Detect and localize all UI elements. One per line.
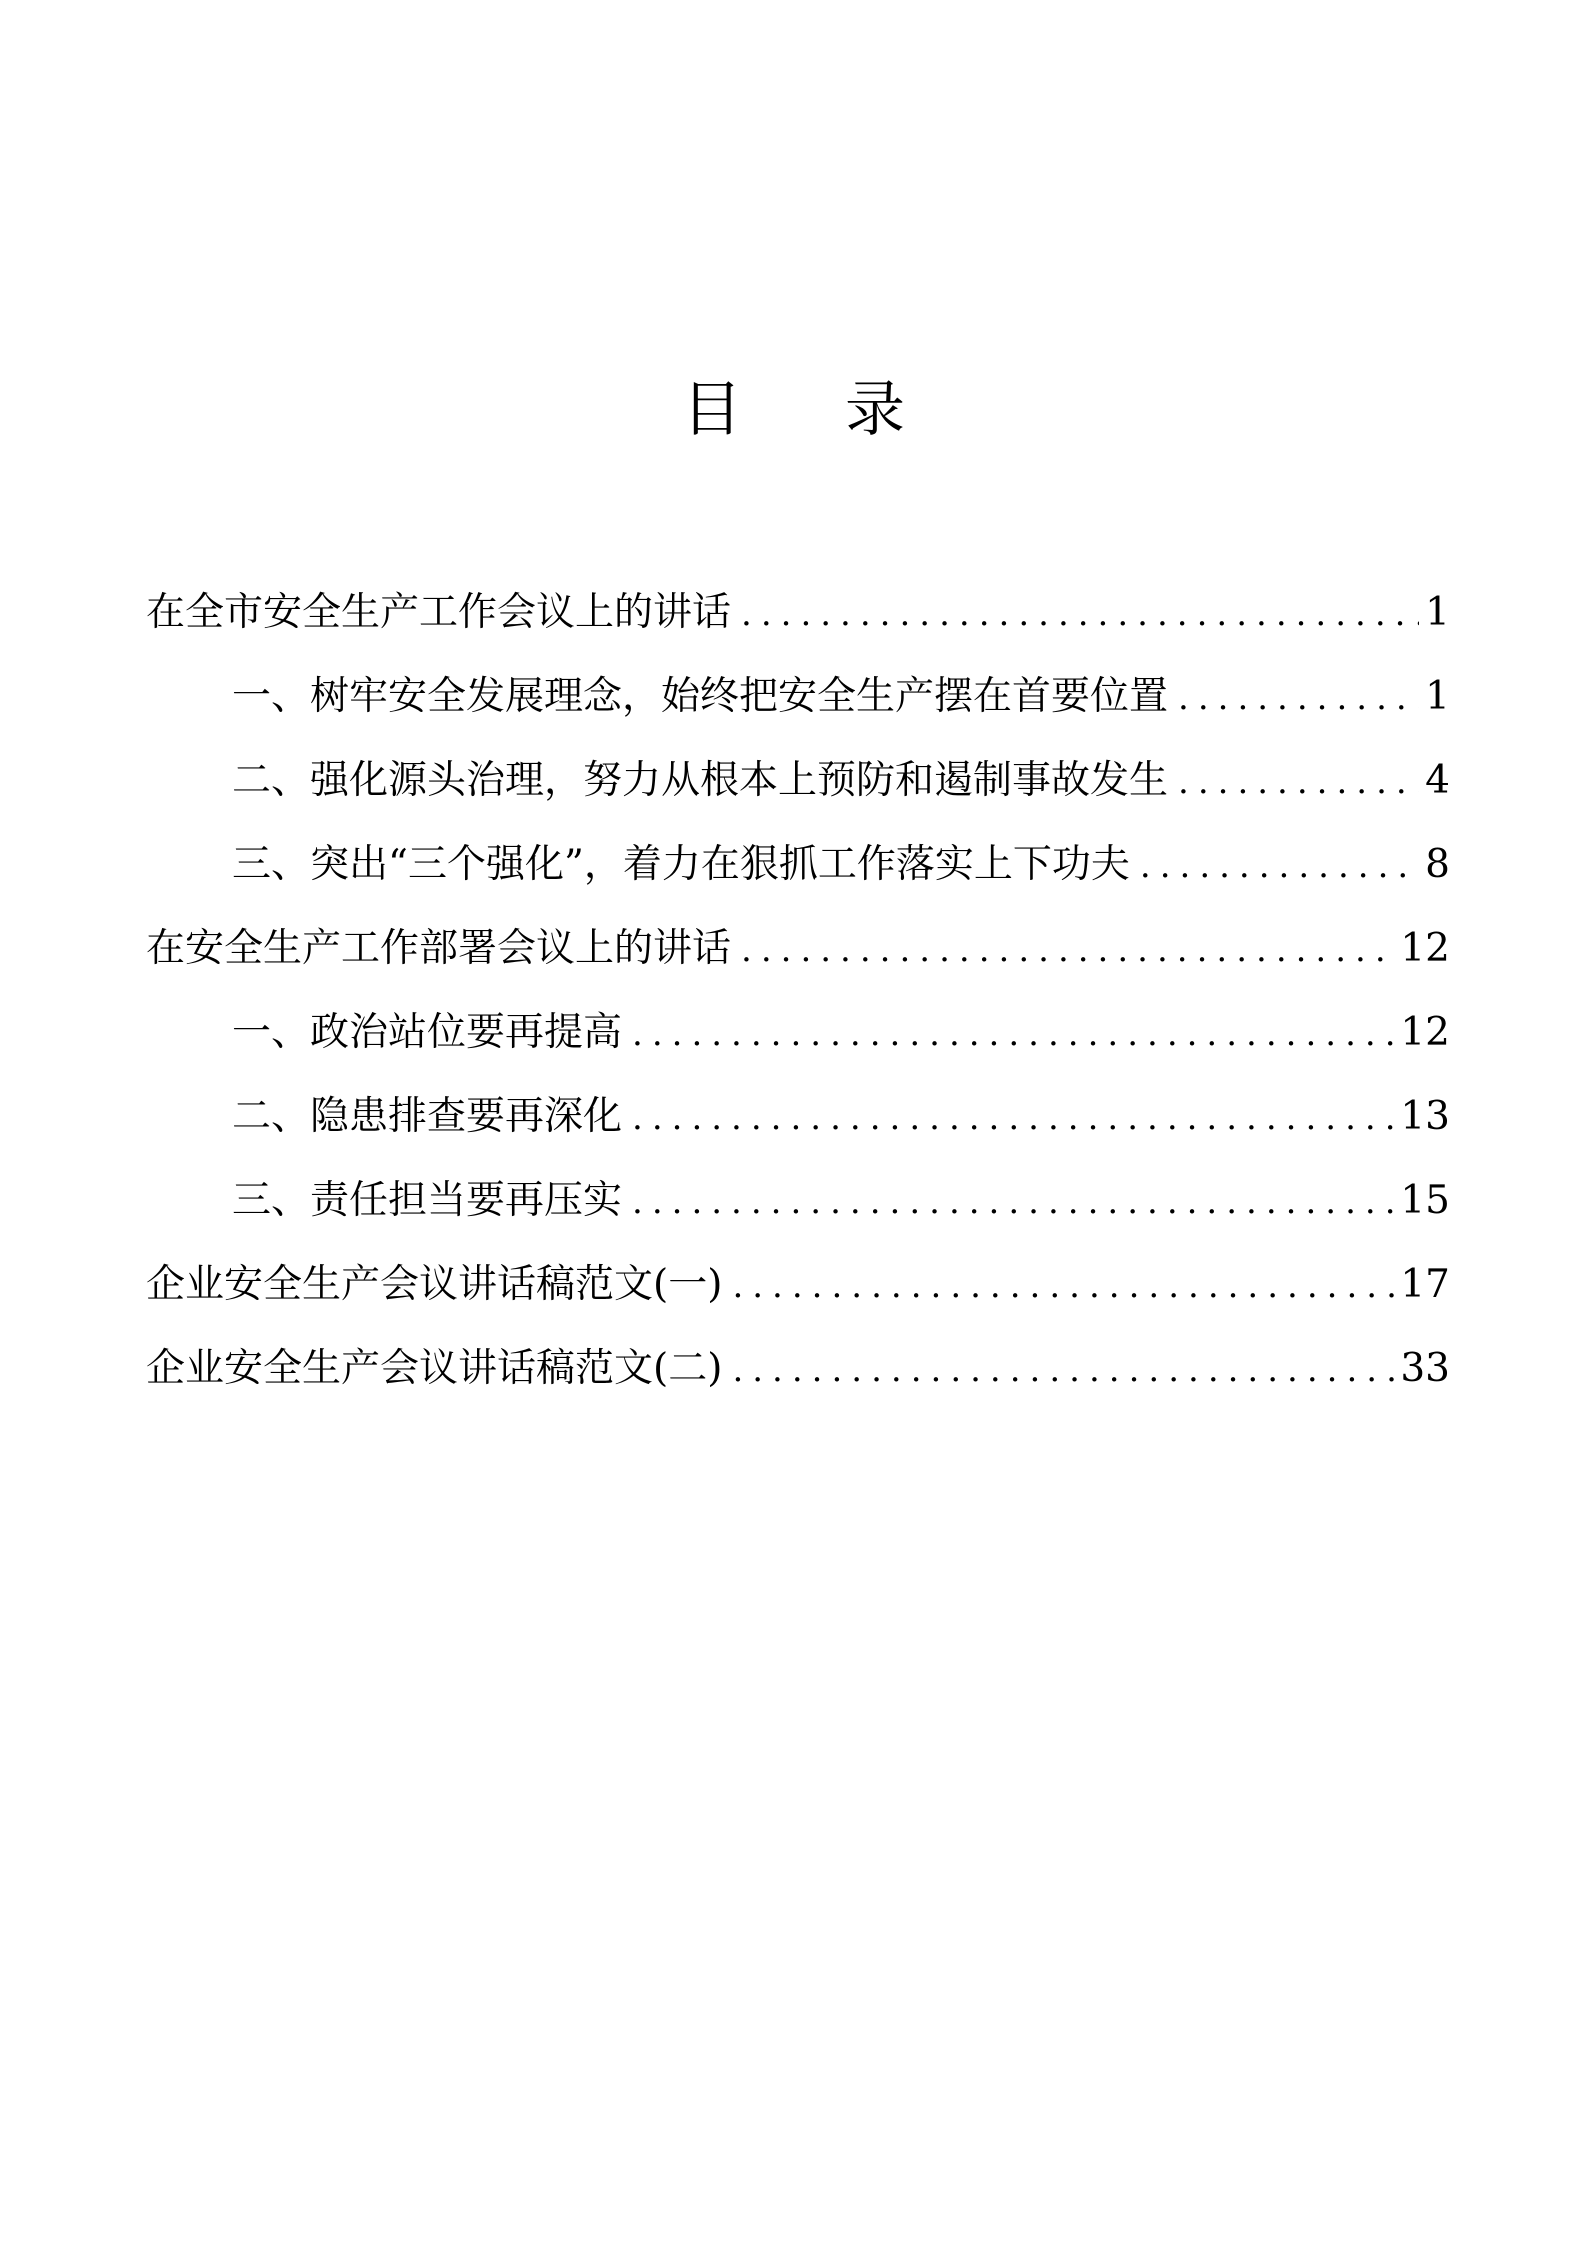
toc-page-number: 17 [1400, 1262, 1450, 1307]
toc-dot-leader [632, 992, 1394, 1076]
toc-dot-leader [732, 1328, 1394, 1412]
toc-entry-label: 二、隐患排查要再深化 [232, 1094, 623, 1139]
toc-entry[interactable] [146, 739, 1450, 823]
toc-entry-label: 企业安全生产会议讲话稿范文(一) [146, 1262, 723, 1307]
toc-entry[interactable] [146, 1327, 1450, 1411]
toc-dot-leader [1178, 656, 1419, 740]
toc-entry[interactable] [146, 823, 1450, 907]
toc-entry[interactable] [146, 571, 1450, 655]
toc-entry-label: 在安全生产工作部署会议上的讲话 [146, 926, 732, 971]
toc-entry[interactable] [146, 1159, 1450, 1243]
toc-entry[interactable] [146, 1243, 1450, 1327]
toc-page-number: 8 [1425, 842, 1450, 887]
toc-page-number: 1 [1425, 674, 1450, 719]
toc-entry-label: 三、责任担当要再压实 [232, 1178, 623, 1223]
toc-dot-leader [1178, 740, 1419, 824]
table-of-contents [146, 571, 1450, 1411]
toc-entry-label: 三、突出“三个强化”，着力在狠抓工作落实上下功夫 [232, 842, 1130, 887]
toc-entry-label: 一、政治站位要再提高 [232, 1010, 623, 1055]
toc-dot-leader [732, 1244, 1394, 1328]
toc-page-number: 12 [1400, 926, 1450, 971]
toc-page-number: 4 [1425, 758, 1450, 803]
toc-page-number: 12 [1400, 1010, 1450, 1055]
page-title: 目 录 [681, 375, 948, 445]
toc-dot-leader [632, 1160, 1394, 1244]
toc-dot-leader [741, 572, 1419, 656]
toc-entry[interactable] [146, 907, 1450, 991]
toc-entry-label: 一、树牢安全发展理念，始终把安全生产摆在首要位置 [232, 674, 1169, 719]
toc-page-number: 33 [1400, 1346, 1450, 1391]
toc-entry[interactable] [146, 991, 1450, 1075]
toc-entry-label: 在全市安全生产工作会议上的讲话 [146, 590, 732, 635]
toc-page-number: 13 [1400, 1094, 1450, 1139]
toc-dot-leader [1140, 824, 1419, 908]
toc-dot-leader [632, 1076, 1394, 1160]
toc-entry-label: 企业安全生产会议讲话稿范文(二) [146, 1346, 723, 1391]
toc-entry-label: 二、强化源头治理，努力从根本上预防和遏制事故发生 [232, 758, 1169, 803]
toc-dot-leader [741, 908, 1394, 992]
toc-page-number: 15 [1400, 1178, 1450, 1223]
toc-entry[interactable] [146, 1075, 1450, 1159]
toc-entry[interactable] [146, 655, 1450, 739]
toc-page-number: 1 [1425, 590, 1450, 635]
